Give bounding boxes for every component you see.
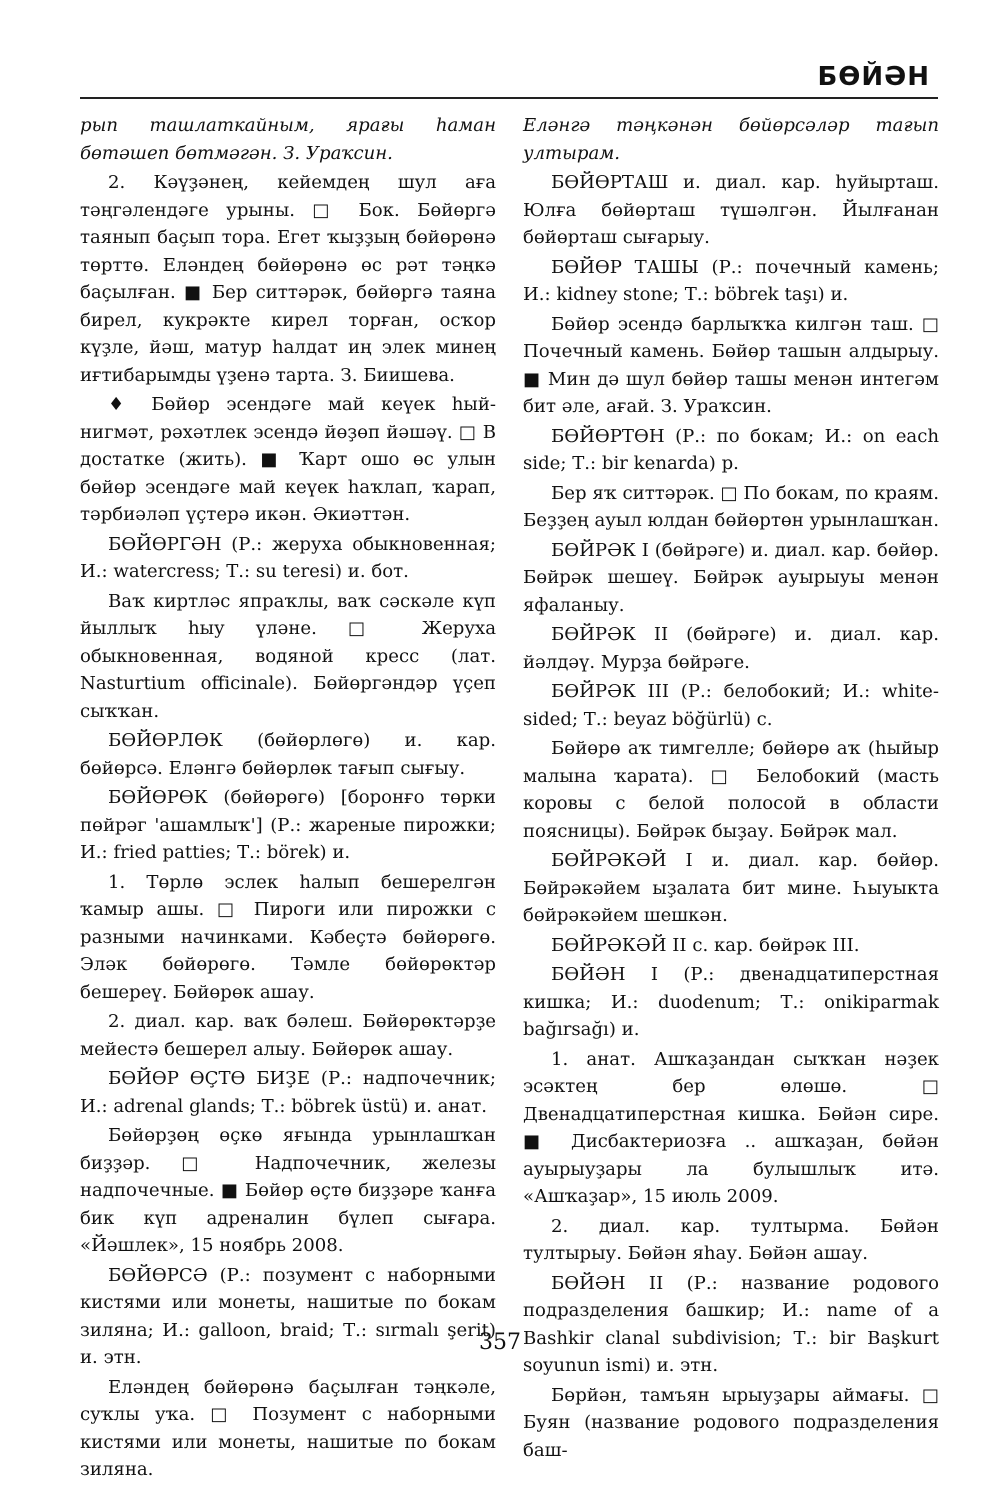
left-column xyxy=(80,112,496,1486)
right-column-paragraph: 1. анат. Ашҡаҙандан сыҡҡан нәҙек эсәктең бер өлөшө. □ Двенадцатиперстная кишка. Бөйән сире. ■ Дисбактериозға .. ашҡаҙан, бөйән ауырыуҙары ла булышлыҡ итә. «Ашҡаҙар», 15 июль 2009. xyxy=(523,1048,939,1207)
right-column-paragraph: Бөйөр эсендә барлыҡҡа килгән таш. □ Почечный камень. Бөйөр ташын алдырыу. ■ Мин дә шул бөйөр ташы менән интегәм бит әле, ағай. З. Ураҡсин. xyxy=(523,313,939,417)
right-column-paragraph: Еләнгә тәңкәнән бөйөрсәләр тағып ултырам. xyxy=(523,115,939,164)
right-column-paragraph: БӨЙӨР ТАШЫ (Р.: почечный камень; И.: kidney stone; Т.: böbrek taşı) и. xyxy=(523,256,939,305)
left-column-paragraph: БӨЙӨР ӨҪТӨ БИҘЕ (Р.: надпочечник; И.: adrenal glands; Т.: böbrek üstü) и. анат. xyxy=(80,1068,496,1117)
left-column-paragraph: БӨЙӨРӨК (бөйөрөгө) [боронғо төрки пөйрәг 'ашамлыҡ'] (Р.: жареные пирожки; И.: fried patties; Т.: börek) и. xyxy=(80,787,496,863)
left-column-paragraph: 2. Кәүҙәнең, кейемдең шул аға тәңгәлендәге урыны. □ Бок. Бөйөргә таянып баҫып тора. Егет ҡыҙҙың бөйөрөнә төрттө. Еләндең бөйөрөнә өс рәт тәңкә баҫылған. ■ Бер ситтәрәк, бөйөргә таяна бирел, кукрәкте кирел торған, осҡор күҙле, йәш, матур һалдат иң элек минең иғтибарымды үҙенә тарта. З. Биишева. xyxy=(80,172,496,386)
right-column-paragraph: БӨЙӨРТӨН (Р.: по бокам; И.: on each side; Т.: bir kenarda) р. xyxy=(523,425,939,474)
header-rule xyxy=(80,97,938,99)
right-column-paragraph: Бөйөрө аҡ тимгелле; бөйөрө аҡ (һыйыр малына ҡарата). □ Белобокий (масть коровы с белой полосой в области поясницы). Бөйрәк быҙау. Бөйрәк мал. xyxy=(523,738,939,842)
left-column-paragraph: ♦ Бөйөр эсендәге май кеүек һый-нигмәт, рәхәтлек эсендә йөҙөп йәшәү. □ В достатке (жить). ■ Ҡарт ошо өс улын бөйөр эсендәге май кеүек һаҡлап, ҡарап, тәрбиәләп үҫтерә икән. Әкиәттән. xyxy=(80,394,496,525)
right-column-paragraph: БӨЙӘН I (Р.: двенадцатиперстная кишка; И.: duodenum; Т.: onikiparmak bağırsağı) и. xyxy=(523,964,939,1040)
right-column-paragraph: 2. диал. кар. тултырма. Бөйән тултырыу. Бөйән яһау. Бөйән ашау. xyxy=(523,1215,939,1264)
left-column-paragraph: Еләндең бөйөрөнә баҫылған тәңкәле, суҡлы уҡа. □ Позумент с наборными кистями или монеты, нашитые по бокам зиляна. xyxy=(80,1376,496,1480)
right-column-paragraph: Бөрйән, тамъян ырыуҙары аймағы. □ Буян (название родового подразделения баш- xyxy=(523,1384,939,1461)
right-column-paragraph: БӨЙӨРТАШ и. диал. кар. һуйырташ. Юлға бөйөрташ түшәлгән. Йылғанан бөйөрташ сығарыу. xyxy=(523,172,939,248)
right-column-paragraph: БӨЙӘН II (Р.: название родового подразделения башкир; И.: name of a Bashkir clanal subdivision; Т.: bir Başkurt soyunun ismi) и. этн. xyxy=(523,1272,939,1376)
right-column-paragraph: БӨЙРӘКӘЙ I и. диал. кар. бөйөр. Бөйрәкәйем ыҙалата бит мине. Һыуыкта бөйрәкәйем шешкән. xyxy=(523,850,939,926)
right-column-paragraph: Бер яҡ ситтәрәк. □ По бокам, по краям. Беҙҙең ауыл юлдан бөйөртөн урынлашҡан. xyxy=(523,482,939,531)
left-column-paragraph: Бөйөрҙөң өҫкө яғында урынлашҡан биҙҙәр. □ Надпочечник, железы надпочечные. ■ Бөйөр өҫтө биҙҙәре ҡанға бик күп адреналин бүлеп сығара. «Йәшлек», 15 ноябрь 2008. xyxy=(80,1125,496,1256)
right-column-paragraph: БӨЙРӘК III (Р.: белобокий; И.: white-sided; Т.: beyaz böğürlü) с. xyxy=(523,681,939,730)
page-number: 357 xyxy=(479,1330,521,1355)
left-column-paragraph: 2. диал. кар. ваҡ бәлеш. Бөйөрөктәрҙе мейестә бешерел алыу. Бөйөрөк ашау. xyxy=(80,1011,496,1060)
left-column-paragraph: БӨЙӨРЛӨК (бөйөрлөгө) и. кар. бөйөрсә. Еләнгә бөйөрлөк тағып сығыу. xyxy=(80,730,496,779)
right-column-paragraph: БӨЙРӘКӘЙ II с. кар. бөйрәк III. xyxy=(551,934,860,956)
right-column-paragraph: БӨЙРӘК II (бөйрәге) и. диал. кар. йәлдәү. Мурҙа бөйрәге. xyxy=(523,624,939,673)
running-head: БӨЙӘН xyxy=(817,62,930,92)
left-column-paragraph: 1. Төрлө эслек һалып бешерелгән ҡамыр ашы. □ Пироги или пирожки с разными начинками. Кәбеҫтә бөйөрөгө. Эләк бөйөрөгө. Тәмле бөйөрөктәр бешереү. Бөйөрөк ашау. xyxy=(80,871,496,1003)
left-column-paragraph: рып ташлаткайным, ярағы һаман бөтәшеп бөтмәгән. З. Ураҡсин. xyxy=(80,115,496,164)
right-column xyxy=(523,112,939,1466)
left-column-paragraph: БӨЙӨРГӘН (Р.: жеруха обыкновенная; И.: watercress; Т.: su teresi) и. бот. xyxy=(80,533,496,582)
left-column-paragraph: Ваҡ киртләс япраҡлы, ваҡ сәскәле күп йыллыҡ һыу үләне. □ Жеруха обыкновенная, водяной кресс (лат. Nasturtium officinale). Бөйөргәндәр үҫеп сыҡҡан. xyxy=(80,590,496,722)
right-column-paragraph: БӨЙРӘК I (бөйрәге) и. диал. кар. бөйөр. Бөйрәк шешеү. Бөйрәк ауырыуы менән яфаланыу. xyxy=(523,539,939,616)
left-column-paragraph: БӨЙӨРСӘ (Р.: позумент с наборными кистями или монеты, нашитые по бокам зиляна; И.: galloon, braid; Т.: sırmalı şerit) и. этн. xyxy=(80,1264,496,1368)
